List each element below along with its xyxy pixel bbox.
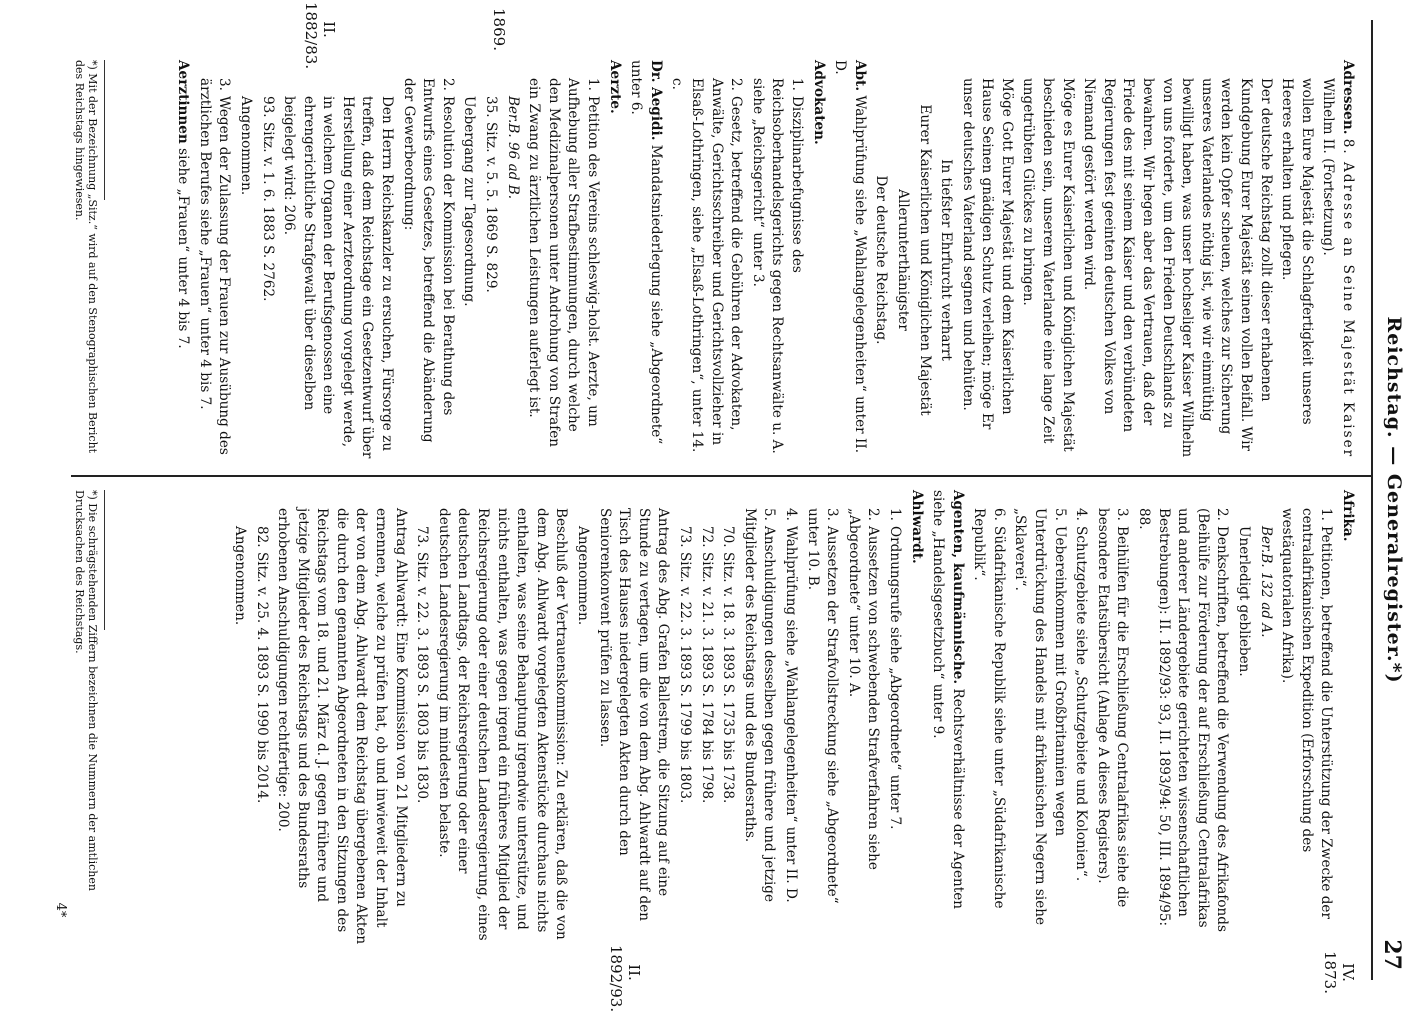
- motion-text: Antrag des Abg. Grafen Ballestrem, die Sitzung auf eine Stunde zu vertagen, um die von dem Abg. Ahlwardt auf den Tisch des Hauses niedergelegten Akten durch den Seniorenkonvent prüfen zu lassen.: [596, 508, 672, 922]
- margin-roman: IV.: [1339, 963, 1357, 982]
- list-item-text: Disziplinarbefugnisse des Reichsoberhandelsgerichts gegen Rechtsanwälte u. A. siehe „Reichsgericht“ unter 3.: [749, 78, 805, 454]
- list-item: 3.Wegen der Zulassung der Frauen zur Ausübung des ärztlichen Berufes siehe „Frauen“ unter 4 bis 7.: [196, 78, 233, 455]
- address-paragraph: wollen Eure Majestät die Schlagfertigkeit unseres Heeres erhalten und pflegen.: [1279, 78, 1315, 425]
- margin-session-ii-right: [607, 945, 643, 1012]
- entry-agenten: [928, 490, 967, 945]
- entry-aerztinnen: [173, 60, 193, 460]
- entry-adressen: [1318, 60, 1357, 460]
- margin-years: 1892/93.: [607, 945, 625, 1012]
- entry-heading: Dr. Aegidi.: [647, 60, 664, 141]
- list-item-text: Petitionen, betreffend die Unterstützung der Zwecke der centralafrikanischen Expedition (Erforschung des westäquatorialen Afrika).: [1279, 508, 1335, 919]
- list-item: 4.Schutzgebiete siehe „Schutzgebiete und Kolonien“.: [1073, 508, 1090, 882]
- resolution-result: Angenommen.: [237, 96, 254, 196]
- header-rule: [1371, 20, 1373, 980]
- list-item-text: Schutzgebiete siehe „Schutzgebiete und Kolonien“.: [1073, 526, 1090, 882]
- list-item: 1.Petitionen, betreffend die Unterstützung der Zwecke der centralafrikanischen Expedition (Erforschung des westäquatorialen Afrika).: [1279, 508, 1335, 919]
- address-paragraph: Der deutsche Reichstag zollt dieser erhabenen Kundgebung Eurer Majestät seinen vollen Beifall. Wir werden kein Opfer scheuen, welches zur Sicherung unseres Vaterlandes nöthig ist, wie wir einmüthig bewilligt haben, was unser hochseliger Kaiser Wilhelm von uns forderte, um den Frieden Deutschlands zu bewahren. Wir hegen aber das Vertrauen, daß der Friede des mit seinem Kaiser und den verbündeten Regierungen fest geeinten deutschen Volkes von Niemand gestört werden wird.: [1081, 78, 1274, 458]
- footnote-rule-right: [104, 490, 105, 630]
- address-closing: Der deutsche Reichstag.: [873, 175, 890, 345]
- list-item-text: Resolution der Kommission bei Berathung des Entwurfs eines Gesetzes, betreffend die Abänderung der Gewerbeordnung:: [400, 78, 456, 443]
- left-column: [171, 60, 1357, 460]
- address-paragraph: Möge Gott Eurer Majestät und dem Kaiserlichen Hause Seinen gnädigen Schutz verleihen; möge Er unser deutsches Vaterland segnen und behüten.: [959, 78, 1015, 430]
- page-header-title: Reichstag. — Generalregister.*): [1383, 316, 1405, 684]
- list-item-text: Uebereinkommen mit Großbritannien wegen Unterdrückung des Handels mit afrikanischen Negern siehe „Sklaverei“.: [1012, 508, 1068, 926]
- list-item: 6.Südafrikanische Republik siehe unter „Südafrikanische Republik“.: [971, 508, 1007, 909]
- resolution-result: Uebergang zur Tagesordnung.: [461, 96, 478, 307]
- margin-session-ii: [302, 2, 338, 70]
- right-column: [227, 490, 1357, 945]
- entry-title-cont: Wilhelm II. (Fortsetzung).: [1320, 78, 1337, 256]
- margin-roman: II.: [625, 964, 643, 981]
- list-item-text: Aussetzen der Strafvollstreckung siehe „Abgeordnete“ unter 10. B.: [804, 508, 841, 904]
- list-item: 2.Resolution der Kommission bei Berathung des Entwurfs eines Gesetzes, betreffend die Abänderung der Gewerbeordnung:: [400, 78, 456, 443]
- list-item-text: Denkschriften, betreffend die Verwendung des Afrikafonds (Beihülfe zur Förderung der auf Erschließung Centralafrikas und anderer Ländergebiete gerichteten wissenschaftlichen Bestrebungen): II. 1892/93: 93, II. 1893/94: 50, III. 1894/95: 88.: [1136, 508, 1231, 932]
- list-item: 3.Aussetzen der Strafvollstreckung siehe „Abgeordnete“ unter 10. B.: [804, 508, 841, 904]
- column-divider: [71, 475, 1371, 477]
- resolution-result: Angenommen.: [231, 526, 248, 626]
- entry-text: siehe „Frauen“ unter 4 bis 7.: [175, 148, 192, 349]
- entry-heading-aerzte: Aerzte.: [606, 60, 623, 114]
- entry-heading-afrika: Afrika.: [1340, 490, 1356, 542]
- entry-text: Rechtsverhältnisse der Agenten siehe „Handelsgesetzbuch“ unter 9.: [930, 490, 966, 910]
- entry-heading: Abt.: [851, 60, 868, 92]
- reference: Ber.B. 132 ad A.: [1257, 526, 1274, 638]
- session-reference: 73. Sitz. v. 22. 3. 1893 S. 1799 bis 1803.: [677, 526, 693, 804]
- footnote-left: *) Mit der Bezeichnung „Sitz.“ wird auf den Stenographischen Bericht des Reichstags hingewiesen.: [73, 60, 99, 454]
- address-closing: Eurer Kaiserlichen und Königlichen Majestät: [916, 104, 933, 416]
- entry-abt: [830, 60, 869, 460]
- margin-session-iv: [1321, 945, 1357, 1000]
- margin-year-1869: 1869.: [490, 8, 508, 51]
- reference: Ber.B. 96 ad B.: [504, 96, 521, 200]
- list-item: 2.Aussetzen von schwebenden Strafverfahren siehe „Abgeordnete“ unter 10. A.: [845, 508, 882, 870]
- resolution-text: Beschluß der Vertrauenskommission: Zu erklären, daß die von dem Abg. Ahlwardt vorgelegten Aktenstücke durchaus nichts enthalten, was seine Behauptung irgendwie unterstütze, und nichts enthalten, was gegen irgend ein früheres Mitglied der Reichsregierung oder einer deutschen Landesregierung, eines deutschen Landtags, der Reichsregierung oder einer deutschen Landesregierung im mindesten belaste.: [435, 508, 570, 941]
- session-reference: 35. Sitz. v. 5. 5. 1869 S. 829.: [483, 96, 500, 293]
- address-closing: In tiefster Ehrfurcht verharrt: [938, 159, 955, 361]
- list-item: 1.Ordnungsrufe siehe „Abgeordnete“ unter 7.: [886, 508, 903, 830]
- list-item-text: Wegen der Zulassung der Frauen zur Ausübung des ärztlichen Berufes siehe „Frauen“ unter 4 bis 7.: [196, 78, 233, 455]
- footnote-right: *) Die schrägstehenden Ziffern bezeichnen die Nummern der amtlichen Drucksachen des Reichstags.: [73, 490, 99, 891]
- list-item-text: Südafrikanische Republik siehe unter „Südafrikanische Republik“.: [971, 508, 1007, 909]
- list-item: 3.Beihülfen für die Erschließung Centralafrikas siehe die besondere Etatsübersicht (Anlage A dieses Registers).: [1094, 508, 1131, 908]
- list-item-text: Anschuldigungen desselben gegen frühere und jetzige Mitglieder des Reichstags und des Bundesraths.: [741, 508, 778, 903]
- address-closing: Allerunterthänigster: [894, 189, 911, 331]
- list-item-text: Gesetz, betreffend die Gebühren der Advokaten, Anwälte, Gerichtsschreiber und Gerichtsvollzieher in Elsaß-Lothringen, siehe „Elsaß-Lothringen“, unter 14. c.: [669, 78, 745, 453]
- resolution-result: Angenommen.: [575, 526, 592, 626]
- resolution-result: Unerledigt geblieben.: [1236, 526, 1253, 677]
- entry-title: 8. Adresse an Seine Majestät Kaiser: [1340, 138, 1356, 459]
- session-reference: 73. Sitz. v. 22. 3. 1893 S. 1803 bis 1830.: [414, 526, 431, 804]
- margin-years: 1882/83.: [302, 2, 320, 70]
- entry-heading: Aerztinnen: [175, 60, 192, 144]
- page-number: 27: [1379, 939, 1405, 970]
- list-item-text: Ordnungsrufe siehe „Abgeordnete“ unter 7.: [886, 526, 903, 830]
- list-item-text: Aussetzen von schwebenden Strafverfahren siehe „Abgeordnete“ unter 10. A.: [845, 508, 882, 870]
- resolution-text: Den Herrn Reichskanzler zu ersuchen, Fürsorge zu treffen, daß dem Reichstage ein Gesetzentwurf über Herstellung einer Aerzteordnung vorgelegt werde, in welchem Organen der Berufsgenossen eine ehrengerichtliche Strafgewalt über dieselben beigelegt wird: 206.: [281, 96, 396, 459]
- margin-years: 1873.: [1321, 951, 1339, 994]
- session-reference: 72. Sitz. v. 21. 3. 1893 S. 1784 bis 1798.: [698, 526, 715, 804]
- list-item: 1.Disziplinarbefugnisse des Reichsoberhandelsgerichts gegen Rechtsanwälte u. A. siehe „Reichsgericht“ unter 3.: [749, 78, 805, 454]
- list-item: 5.Anschuldigungen desselben gegen frühere und jetzige Mitglieder des Reichstags und des Bundesraths.: [741, 508, 778, 903]
- entry-heading-ahlwardt: Ahlwardt.: [908, 490, 925, 564]
- entry-text: Mandatsniederlegung siehe „Abgeordnete“ unter 6.: [628, 60, 664, 445]
- entry-heading-advokaten: Advokaten.: [810, 60, 827, 145]
- session-reference: 82. Sitz. v. 25. 4. 1893 S. 1990 bis 2014.: [253, 526, 270, 804]
- list-item: 5.Uebereinkommen mit Großbritannien wegen Unterdrückung des Handels mit afrikanischen Negern siehe „Sklaverei“.: [1012, 508, 1068, 926]
- motion-text: Antrag Ahlwardt: Eine Kommission von 21 Mitgliedern zu ernennen, welche zu prüfen hat, ob und inwieweit der Inhalt der von dem Abg. Ahlwardt dem Reichstag übergebenen Akten die durch den genannten Abgeordneten in den Sitzungen des Reichstags vom 18. und 21. März d. J. gegen frühere und jetzige Mitglieder des Reichstags und des Bundesraths erhobenen Anschuldigungen rechtfertige: 200.: [275, 508, 409, 945]
- entry-heading: Adressen.: [1340, 60, 1356, 135]
- list-item: 4.Wahlprüfung siehe „Wahlangelegenheiten“ unter II. D.: [782, 508, 799, 903]
- sheet-signature: 4*: [53, 902, 68, 918]
- list-item-text: Wahlprüfung siehe „Wahlangelegenheiten“ unter II. D.: [782, 526, 799, 903]
- list-item: 2.Denkschriften, betreffend die Verwendung des Afrikafonds (Beihülfe zur Förderung der auf Erschließung Centralafrikas und anderer Ländergebiete gerichteten wissenschaftlichen Bestrebungen): II. 1892/93: 93, II. 1893/94: 50, III. 1894/95: 88.: [1136, 508, 1231, 932]
- footnote-rule-left: [104, 60, 105, 200]
- margin-roman: II.: [320, 21, 338, 38]
- session-reference: 93. Sitz. v. 1. 6. 1883 S. 2762.: [259, 96, 276, 302]
- entry-text: Wahlprüfung siehe „Wahlangelegenheiten“ unter II. D.: [832, 60, 868, 454]
- list-item-text: Beihülfen für die Erschließung Centralafrikas siehe die besondere Etatsübersicht (Anlage A dieses Registers).: [1094, 508, 1131, 908]
- session-reference: 70. Sitz. v. 18. 3. 1893 S. 1735 bis 1738.: [720, 526, 737, 804]
- entry-aegidi: [626, 60, 665, 460]
- list-item: 2.Gesetz, betreffend die Gebühren der Advokaten, Anwälte, Gerichtsschreiber und Gerichtsvollzieher in Elsaß-Lothringen, siehe „Elsaß-Lothringen“, unter 14. c.: [669, 78, 745, 453]
- address-paragraph: Möge es Eurer Kaiserlichen und Königlichen Majestät beschieden sein, unserem Vaterlande eine lange Zeit ungetrübten Glückes zu bringen.: [1020, 78, 1076, 452]
- list-item: 1.Petition des Vereins schleswig-holst. Aerzte, um Aufhebung aller Strafbestimmungen, durch welche den Medizinalpersonen unter Androhung von Strafen ein Zwang zu ärztlichen Leistungen auferlegt ist.: [526, 78, 602, 448]
- entry-heading: Agenten, kaufmännische.: [949, 490, 966, 685]
- list-item-text: Petition des Vereins schleswig-holst. Aerzte, um Aufhebung aller Strafbestimmungen, durch welche den Medizinalpersonen unter Androhung von Strafen ein Zwang zu ärztlichen Leistungen auferlegt ist.: [526, 78, 602, 448]
